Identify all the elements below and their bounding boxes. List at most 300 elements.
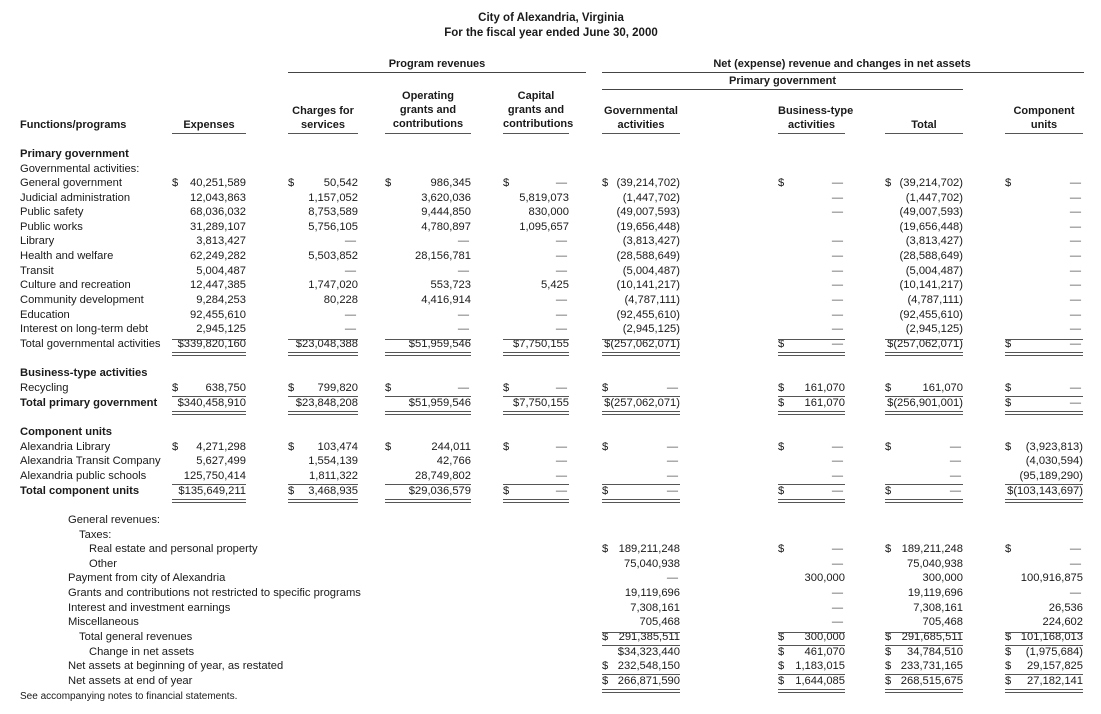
col-rule <box>503 133 569 134</box>
dollar-sign: $ <box>1005 397 1012 409</box>
subtotal-rule <box>503 339 569 340</box>
double-rule <box>778 352 845 353</box>
cell-operating: 4,780,897 <box>421 221 471 233</box>
cell-comp: (1,975,684) <box>1025 646 1083 658</box>
cell-total: 34,784,510 <box>907 646 963 658</box>
cell-charges: 1,747,020 <box>308 279 358 291</box>
cell-total: (10,141,217) <box>899 279 963 291</box>
cell-total: 300,000 <box>922 572 963 584</box>
dollar-sign: $ <box>602 177 609 189</box>
dollar-sign: $ <box>385 382 392 394</box>
double-rule <box>778 499 845 500</box>
general-revenue-label: Grants and contributions not restricted to specific programs <box>68 587 361 599</box>
double-rule <box>778 411 845 412</box>
cell-expenses: 12,043,863 <box>190 192 246 204</box>
cell-operating: $29,036,579 <box>408 485 471 497</box>
cell-expenses: $340,458,910 <box>177 397 246 409</box>
cell-charges: — <box>344 235 356 247</box>
dollar-sign: $ <box>1005 646 1012 658</box>
cell-comp: 26,536 <box>1048 602 1083 614</box>
cell-capital: $7,750,155 <box>513 338 569 350</box>
row-label: Alexandria Transit Company <box>20 455 161 467</box>
dollar-sign: $ <box>885 631 892 643</box>
dollar-sign: $ <box>778 338 785 350</box>
cell-bus: — <box>831 616 843 628</box>
dollar-sign: $ <box>778 631 785 643</box>
cell-comp: 101,168,013 <box>1020 631 1083 643</box>
cell-comp: — <box>1069 382 1081 394</box>
cell-total: — <box>949 470 961 482</box>
cell-operating: — <box>457 309 469 321</box>
cell-bus: 461,070 <box>804 646 845 658</box>
double-rule <box>172 352 246 353</box>
dollar-sign: $ <box>778 660 785 672</box>
row-label: Transit <box>20 265 54 277</box>
col-rule <box>288 133 358 134</box>
subtotal-rule <box>1005 339 1083 340</box>
cell-total: — <box>949 455 961 467</box>
cell-operating: $51,959,546 <box>408 397 471 409</box>
cell-operating: 4,416,914 <box>421 294 471 306</box>
cell-expenses: 2,945,125 <box>196 323 246 335</box>
row-label: Interest on long-term debt <box>20 323 149 335</box>
cell-total: (28,588,649) <box>899 250 963 262</box>
cell-gov: (2,945,125) <box>622 323 680 335</box>
cell-bus: — <box>831 587 843 599</box>
double-rule <box>288 352 358 353</box>
dollar-sign: $ <box>778 441 785 453</box>
cell-gov: (5,004,487) <box>622 265 680 277</box>
cell-expenses: 5,004,487 <box>196 265 246 277</box>
cell-capital: 5,425 <box>541 279 569 291</box>
cell-gov: 232,548,150 <box>617 660 680 672</box>
dollar-sign: $ <box>1005 441 1012 453</box>
dollar-sign: $ <box>1005 660 1012 672</box>
subtotal-rule <box>885 339 963 340</box>
cell-gov: 189,211,248 <box>618 543 680 555</box>
cell-charges: 80,228 <box>323 294 358 306</box>
dollar-sign: $ <box>602 382 609 394</box>
dollar-sign: $ <box>885 675 892 687</box>
cell-gov: 266,871,590 <box>617 675 680 687</box>
cell-comp: (3,923,813) <box>1025 441 1083 453</box>
row-label: Recycling <box>20 382 69 394</box>
cell-expenses: 31,289,107 <box>190 221 246 233</box>
cell-expenses: 4,271,298 <box>196 441 246 453</box>
double-rule <box>885 499 963 500</box>
dollar-sign: $ <box>885 543 892 555</box>
cell-bus: — <box>831 250 843 262</box>
cell-bus: — <box>831 294 843 306</box>
row-label: Judicial administration <box>20 192 131 204</box>
cell-capital: — <box>555 441 567 453</box>
cell-charges: 799,820 <box>317 382 358 394</box>
subtotal-rule <box>288 339 358 340</box>
double-rule <box>778 502 845 503</box>
cell-comp: — <box>1069 587 1081 599</box>
dollar-sign: $ <box>885 660 892 672</box>
primary-government-header: Primary government <box>729 75 836 87</box>
col-charges-header: Charges for services <box>292 105 354 131</box>
cell-operating: 28,156,781 <box>415 250 471 262</box>
program-revenues-header: Program revenues <box>388 58 486 70</box>
col-rule <box>1005 133 1083 134</box>
dollar-sign: $ <box>503 382 510 394</box>
col-rule <box>778 133 845 134</box>
subtotal-rule <box>385 339 471 340</box>
cell-gov: — <box>666 455 678 467</box>
taxes-heading: Taxes: <box>79 529 112 541</box>
double-rule <box>385 355 471 356</box>
cell-expenses: 125,750,414 <box>183 470 246 482</box>
cell-charges: 103,474 <box>317 441 358 453</box>
subtotal-rule <box>778 632 845 633</box>
double-rule <box>172 502 246 503</box>
cell-bus: — <box>831 235 843 247</box>
cell-gov: 75,040,938 <box>624 558 680 570</box>
general-revenue-label: Real estate and personal property <box>89 543 258 555</box>
cell-total: 7,308,161 <box>913 602 963 614</box>
row-label: Public works <box>20 221 83 233</box>
dollar-sign: $ <box>778 543 785 555</box>
cell-total: (5,004,487) <box>905 265 963 277</box>
dollar-sign: $ <box>503 441 510 453</box>
cell-gov: — <box>666 382 678 394</box>
cell-total: 705,468 <box>922 616 963 628</box>
double-rule <box>1005 502 1083 503</box>
cell-capital: — <box>555 382 567 394</box>
cell-bus: — <box>831 323 843 335</box>
cell-bus: — <box>831 485 843 497</box>
cell-capital: — <box>555 485 567 497</box>
cell-comp: — <box>1069 338 1081 350</box>
cell-total: 233,731,165 <box>900 660 963 672</box>
dollar-sign: $ <box>602 543 609 555</box>
double-rule <box>885 352 963 353</box>
cell-bus: — <box>831 177 843 189</box>
double-rule <box>602 689 680 690</box>
cell-operating: 28,749,802 <box>415 470 471 482</box>
general-revenue-label: Net assets at beginning of year, as restated <box>68 660 284 672</box>
col-functions-header: Functions/programs <box>20 119 127 131</box>
general-revenues-heading: General revenues: <box>68 514 161 526</box>
row-label: Total governmental activities <box>20 338 161 350</box>
general-revenue-label: Total general revenues <box>79 631 193 643</box>
dollar-sign: $ <box>172 177 179 189</box>
cell-capital: — <box>555 265 567 277</box>
cell-bus: — <box>831 602 843 614</box>
cell-comp: — <box>1069 177 1081 189</box>
general-revenue-label: Net assets at end of year <box>68 675 193 687</box>
cell-expenses: 12,447,385 <box>190 279 246 291</box>
cell-expenses: $339,820,160 <box>177 338 246 350</box>
cell-capital: — <box>555 250 567 262</box>
double-rule <box>288 355 358 356</box>
double-rule <box>503 411 569 412</box>
double-rule <box>1005 352 1083 353</box>
double-rule <box>602 502 680 503</box>
dollar-sign: $ <box>602 660 609 672</box>
cell-bus: — <box>831 265 843 277</box>
cell-bus: — <box>831 441 843 453</box>
cell-charges: 1,157,052 <box>308 192 358 204</box>
cell-capital: $7,750,155 <box>513 397 569 409</box>
footnote: See accompanying notes to financial statements. <box>20 691 238 702</box>
cell-expenses: 5,627,499 <box>196 455 246 467</box>
cell-bus: 161,070 <box>804 397 845 409</box>
double-rule <box>503 502 569 503</box>
cell-operating: 3,620,036 <box>421 192 471 204</box>
double-rule <box>385 502 471 503</box>
net-expense-rule <box>602 72 1084 73</box>
cell-bus: — <box>831 338 843 350</box>
double-rule <box>503 414 569 415</box>
dollar-sign: $ <box>1005 382 1012 394</box>
cell-total: (49,007,593) <box>899 206 963 218</box>
cell-charges: 5,756,105 <box>308 221 358 233</box>
dollar-sign: $ <box>778 646 785 658</box>
dollar-sign: $ <box>778 397 785 409</box>
cell-charges: 5,503,852 <box>308 250 358 262</box>
dollar-sign: $ <box>1005 543 1012 555</box>
cell-bus: — <box>831 279 843 291</box>
col-business-header: Business-type activities <box>778 105 854 131</box>
double-rule <box>778 414 845 415</box>
double-rule <box>778 689 845 690</box>
cell-expenses: 9,284,253 <box>196 294 246 306</box>
dollar-sign: $ <box>885 382 892 394</box>
col-expenses-header: Expenses <box>183 119 235 131</box>
cell-total: $(256,901,001) <box>887 397 963 409</box>
cell-expenses: $135,649,211 <box>178 485 246 497</box>
cell-bus: — <box>831 558 843 570</box>
double-rule <box>778 355 845 356</box>
double-rule <box>602 355 680 356</box>
general-revenue-label: Other <box>89 558 117 570</box>
cell-comp: (4,030,594) <box>1025 455 1083 467</box>
row-label: Education <box>20 309 70 321</box>
double-rule <box>288 414 358 415</box>
cell-comp: — <box>1069 294 1081 306</box>
double-rule <box>172 411 246 412</box>
cell-gov: — <box>666 485 678 497</box>
general-revenue-label: Interest and investment earnings <box>68 602 231 614</box>
col-operating-header: Operating grants and contributions <box>392 90 464 130</box>
double-rule <box>1005 414 1083 415</box>
cell-total: — <box>949 485 961 497</box>
cell-operating: 9,444,850 <box>421 206 471 218</box>
cell-gov: (39,214,702) <box>616 177 680 189</box>
dollar-sign: $ <box>1005 338 1012 350</box>
cell-comp: 100,916,875 <box>1020 572 1083 584</box>
double-rule <box>503 355 569 356</box>
double-rule <box>385 499 471 500</box>
cell-bus: — <box>831 543 843 555</box>
cell-capital: — <box>555 323 567 335</box>
cell-capital: — <box>555 177 567 189</box>
cell-bus: 1,183,015 <box>795 660 845 672</box>
cell-gov: — <box>666 572 678 584</box>
cell-bus: — <box>831 455 843 467</box>
cell-total: (3,813,427) <box>905 235 963 247</box>
cell-charges: 3,468,935 <box>308 485 358 497</box>
subtotal-rule <box>778 339 845 340</box>
double-rule <box>288 502 358 503</box>
dollar-sign: $ <box>778 177 785 189</box>
cell-total: (4,787,111) <box>907 294 963 306</box>
cell-comp: — <box>1069 397 1081 409</box>
cell-comp: (95,189,290) <box>1019 470 1083 482</box>
cell-gov: 291,385,511 <box>618 631 680 643</box>
row-label: Culture and recreation <box>20 279 131 291</box>
cell-gov: $(257,062,071) <box>604 397 680 409</box>
cell-gov: (49,007,593) <box>616 206 680 218</box>
dollar-sign: $ <box>885 485 892 497</box>
cell-gov: 705,468 <box>639 616 680 628</box>
cell-gov: — <box>666 441 678 453</box>
cell-comp: — <box>1069 250 1081 262</box>
cell-bus: — <box>831 206 843 218</box>
subtotal-rule <box>885 632 963 633</box>
double-rule <box>602 414 680 415</box>
cell-charges: 1,811,322 <box>309 470 358 482</box>
section-business-type: Business-type activities <box>20 367 148 379</box>
cell-total: (2,945,125) <box>905 323 963 335</box>
section-governmental-activities: Governmental activities: <box>20 163 140 175</box>
cell-total: $(257,062,071) <box>887 338 963 350</box>
dollar-sign: $ <box>885 177 892 189</box>
cell-operating: — <box>457 265 469 277</box>
double-rule <box>602 692 680 693</box>
cell-gov: (92,455,610) <box>616 309 680 321</box>
cell-total: 161,070 <box>922 382 963 394</box>
cell-total: 291,685,511 <box>901 631 963 643</box>
dollar-sign: $ <box>503 177 510 189</box>
cell-comp: 27,182,141 <box>1027 675 1083 687</box>
dollar-sign: $ <box>1005 631 1012 643</box>
cell-bus: 300,000 <box>804 631 845 643</box>
cell-capital: 1,095,657 <box>519 221 569 233</box>
double-rule <box>885 502 963 503</box>
cell-operating: — <box>457 323 469 335</box>
cell-gov: (3,813,427) <box>622 235 680 247</box>
row-label: Total component units <box>20 485 140 497</box>
dollar-sign: $ <box>172 441 179 453</box>
subtotal-rule <box>602 632 680 633</box>
col-rule <box>885 133 963 134</box>
cell-comp: — <box>1069 279 1081 291</box>
double-rule <box>172 414 246 415</box>
cell-bus: — <box>831 470 843 482</box>
cell-operating: 553,723 <box>430 279 471 291</box>
cell-expenses: 3,813,427 <box>196 235 246 247</box>
cell-gov: (10,141,217) <box>616 279 680 291</box>
cell-charges: $23,048,388 <box>295 338 358 350</box>
row-label: Total primary government <box>20 397 158 409</box>
cell-operating: 986,345 <box>430 177 471 189</box>
cell-charges: 50,542 <box>323 177 358 189</box>
double-rule <box>885 689 963 690</box>
cell-capital: — <box>555 294 567 306</box>
cell-total: (92,455,610) <box>899 309 963 321</box>
row-label: General government <box>20 177 122 189</box>
dollar-sign: $ <box>1005 177 1012 189</box>
cell-total: 268,515,675 <box>900 675 963 687</box>
cell-charges: 1,554,139 <box>308 455 358 467</box>
cell-comp: — <box>1069 265 1081 277</box>
cell-gov: (28,588,649) <box>616 250 680 262</box>
cell-total: (39,214,702) <box>899 177 963 189</box>
cell-operating: 42,766 <box>436 455 471 467</box>
double-rule <box>778 692 845 693</box>
dollar-sign: $ <box>778 485 785 497</box>
primary-government-rule <box>602 89 963 90</box>
cell-total: — <box>949 441 961 453</box>
cell-comp: — <box>1069 221 1081 233</box>
subtotal-rule <box>172 339 246 340</box>
cell-bus: — <box>831 309 843 321</box>
double-rule <box>385 411 471 412</box>
cell-total: 19,119,696 <box>907 587 963 599</box>
dollar-sign: $ <box>385 441 392 453</box>
cell-total: (19,656,448) <box>899 221 963 233</box>
cell-comp: — <box>1069 323 1081 335</box>
dollar-sign: $ <box>288 485 295 497</box>
dollar-sign: $ <box>602 675 609 687</box>
cell-operating: — <box>457 235 469 247</box>
row-label: Community development <box>20 294 144 306</box>
cell-charges: $23,848,208 <box>295 397 358 409</box>
dollar-sign: $ <box>778 382 785 394</box>
cell-comp: — <box>1069 543 1081 555</box>
program-revenues-rule <box>288 72 586 73</box>
dollar-sign: $ <box>288 382 295 394</box>
statement-title: City of Alexandria, Virginia <box>478 12 624 24</box>
dollar-sign: $ <box>602 441 609 453</box>
double-rule <box>385 352 471 353</box>
section-primary-government: Primary government <box>20 148 129 160</box>
cell-charges: — <box>344 309 356 321</box>
dollar-sign: $ <box>885 441 892 453</box>
cell-total: (1,447,702) <box>905 192 963 204</box>
cell-capital: — <box>555 309 567 321</box>
dollar-sign: $ <box>385 177 392 189</box>
general-revenue-label: Change in net assets <box>89 646 195 658</box>
cell-comp: — <box>1069 192 1081 204</box>
double-rule <box>885 414 963 415</box>
cell-operating: — <box>457 382 469 394</box>
dollar-sign: $ <box>503 485 510 497</box>
row-label: Library <box>20 235 55 247</box>
dollar-sign: $ <box>172 382 179 394</box>
cell-charges: 8,753,589 <box>308 206 358 218</box>
double-rule <box>1005 692 1083 693</box>
cell-expenses: 40,251,589 <box>190 177 246 189</box>
cell-total: 75,040,938 <box>907 558 963 570</box>
cell-expenses: 68,036,032 <box>190 206 246 218</box>
row-label: Alexandria public schools <box>20 470 147 482</box>
dollar-sign: $ <box>602 631 609 643</box>
cell-charges: — <box>344 265 356 277</box>
double-rule <box>1005 355 1083 356</box>
row-label: Health and welfare <box>20 250 114 262</box>
cell-comp: 224,602 <box>1042 616 1083 628</box>
cell-expenses: 62,249,282 <box>190 250 246 262</box>
row-label: Alexandria Library <box>20 441 111 453</box>
cell-bus: 1,644,085 <box>795 675 845 687</box>
cell-capital: 830,000 <box>528 206 569 218</box>
cell-expenses: 638,750 <box>205 382 246 394</box>
